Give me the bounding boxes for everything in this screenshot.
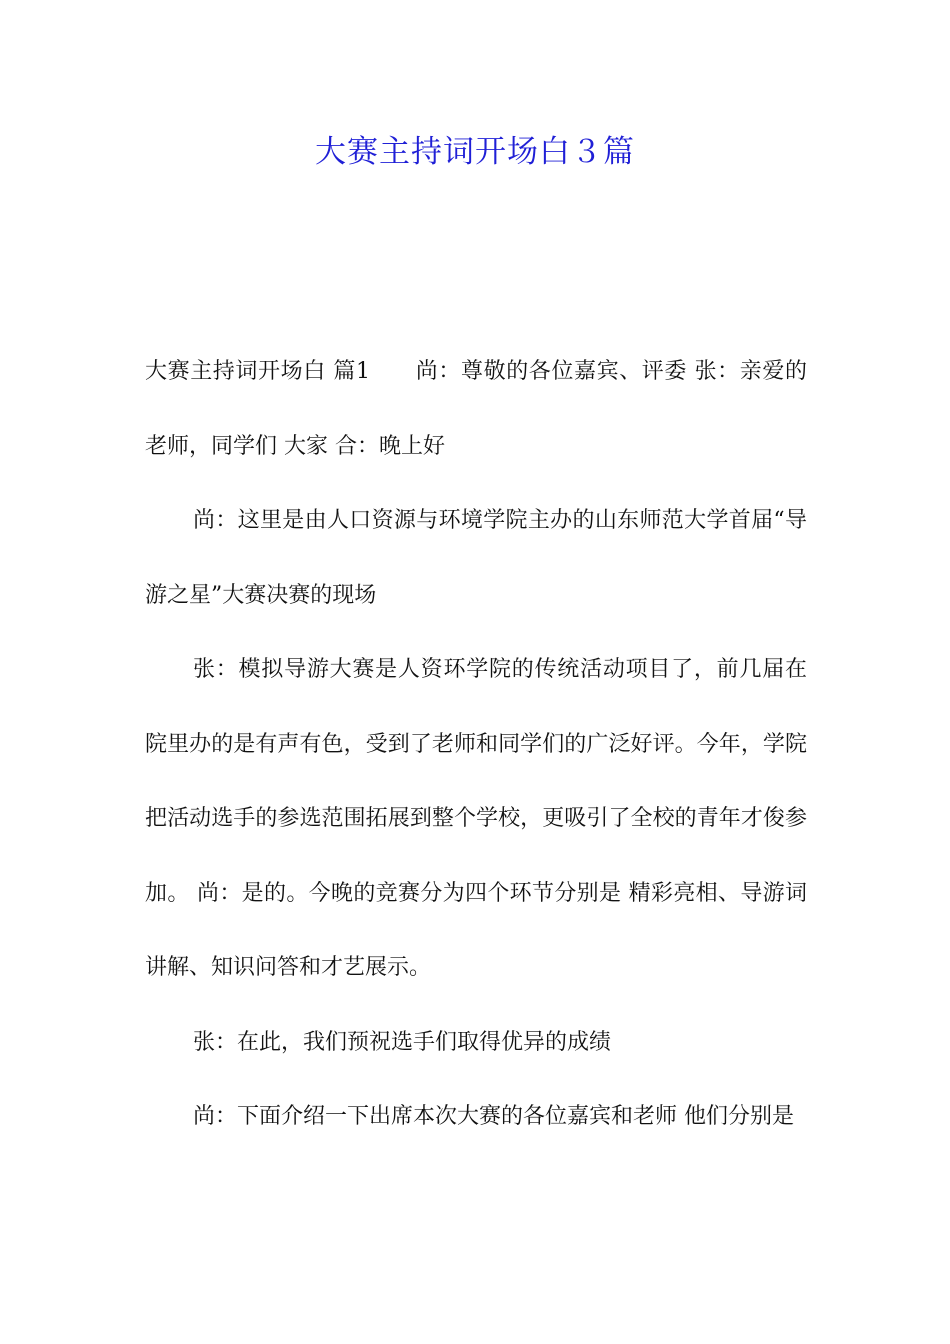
document-title: 大赛主持词开场白３篇 — [315, 134, 635, 170]
paragraph-intro: 大赛主持词开场白 篇1 尚：尊敬的各位嘉宾、评委 张：亲爱的老师，同学们 大家 合：晚上好 — [145, 359, 807, 459]
document-body — [145, 335, 807, 1155]
paragraph-shang-guests: 尚：下面介绍一下出席本次大赛的各位嘉宾和老师 他们分别是 — [193, 1104, 794, 1129]
paragraph-shang-venue: 尚：这里是由人口资源与环境学院主办的山东师范大学首届“导游之星”大赛决赛的现场 — [145, 508, 807, 608]
paragraph-zhang-wish: 张：在此，我们预祝选手们取得优异的成绩 — [193, 1029, 612, 1055]
paragraph-zhang-contest: 张：模拟导游大赛是人资环学院的传统活动项目了，前几届在院里办的是有声有色，受到了老师和同学们的广泛好评。今年，学院把活动选手的参选范围拓展到整个学校，更吸引了全校的青年才俊参加。 尚：是的。今晚的竞赛分为四个环节分别是 精彩亮相、导游词讲解、知识问答和才艺展示。 — [145, 657, 807, 980]
